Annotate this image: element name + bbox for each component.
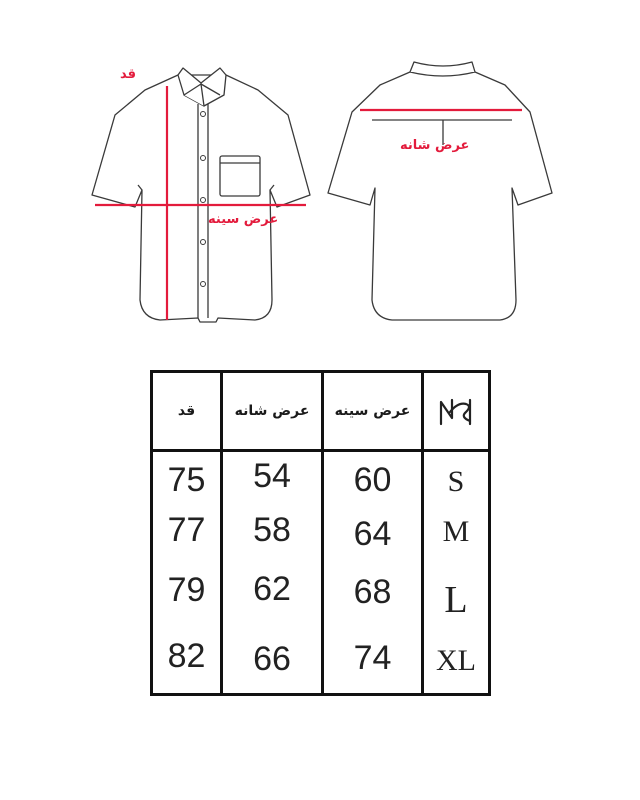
header-shoulder: عرض شانه — [234, 403, 310, 419]
cell-length: 77 — [167, 510, 206, 549]
cell-size: XL — [436, 644, 476, 677]
cell-shoulder: 54 — [253, 456, 291, 495]
cell-shoulder: 62 — [253, 569, 291, 608]
cell-length: 79 — [167, 570, 206, 609]
chest-label: عرض سینه — [208, 212, 279, 227]
header-length: قد — [177, 403, 196, 419]
size-table — [150, 370, 491, 696]
cell-shoulder: 58 — [253, 510, 291, 549]
cell-shoulder: 66 — [253, 639, 291, 678]
cell-length: 75 — [167, 460, 206, 499]
cell-size: S — [447, 465, 465, 498]
length-label: قد — [120, 67, 137, 82]
shirt-back — [328, 62, 552, 320]
cell-size: L — [444, 579, 468, 621]
cell-size: M — [442, 515, 470, 548]
header-chest: عرض سینه — [334, 403, 411, 419]
brand-logo-icon — [424, 373, 488, 449]
cell-chest: 60 — [353, 460, 392, 499]
cell-chest: 68 — [353, 572, 392, 611]
shirt-illustration — [0, 0, 640, 340]
cell-chest: 74 — [353, 638, 392, 677]
cell-chest: 64 — [353, 514, 392, 553]
shoulder-label: عرض شانه — [400, 138, 470, 153]
brand-logo-icon — [436, 394, 476, 428]
shirt-diagram — [0, 0, 640, 340]
cell-length: 82 — [167, 636, 206, 675]
